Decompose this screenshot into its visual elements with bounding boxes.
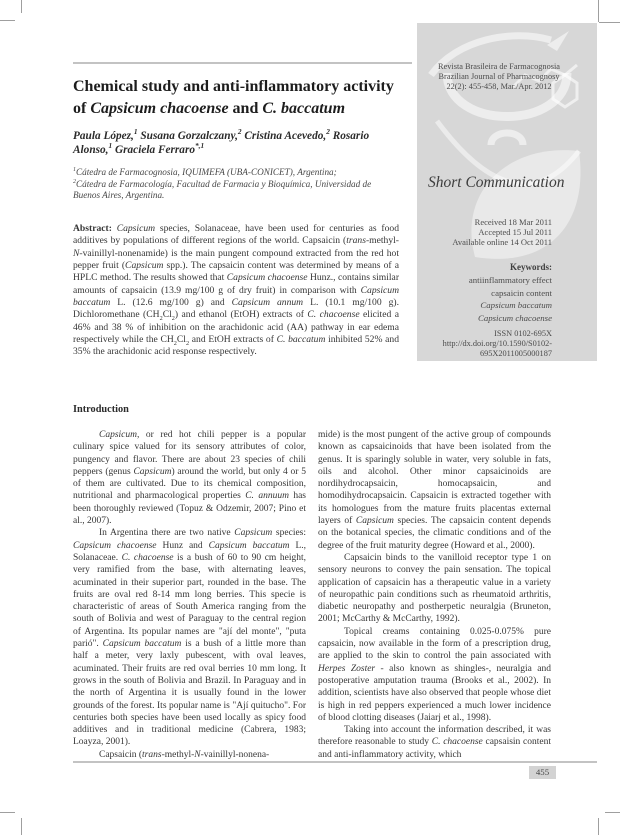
journal-name-en: Brazilian Journal of Pharmacognosy [438,72,560,82]
crop-mark-bottom-left-vertical [21,818,22,835]
crop-mark-bottom-right-horizontal [605,812,620,813]
crop-mark-top-left-horizontal [0,20,15,21]
keywords-block [469,261,552,324]
title-rule [73,62,412,64]
doi-line-2[interactable]: 695X2011005000187 [479,349,552,358]
article-history [452,218,552,248]
paragraph: In Argentina there are two native Capsicum species: Capsicum chacoense Hunz and Capsicum baccatum L., Solanaceae. C. chacoense is a bush of 60 to 90 cm height, very ramified from the base, with alternating leaves, acuminated in their superior part, rounded in the base. The fruits are oval red 8-14 mm long berries. This specie is characteristic of areas of South America ranging from the south of Bolivia and west of Paraguay to the central region of Argentina. Its popular names are "ají del monte", "puta parió". Capsicum baccatum is a bush of a little more than half a meter, very laxly pubescent, with oval leaves, acuminated. Their fruits are red oval berries 10 mm long. It grows in the south of Bolivia and Brazil. In Paraguay and in the north of Argentina it is usually found in the lower grounds of the forest. Its popular name is "Ají quitucho". For centuries both species have been used locally as spicy food additives and in traditional medicine (Cabrera, 1983; Loayza, 2001). [73,528,307,748]
footer-rule [73,761,597,763]
crop-mark-bottom-right-vertical [598,818,599,835]
section-heading-introduction: Introduction [73,404,129,415]
paragraph: Capsaicin (trans-methyl-N-vainillyl-nonena- [99,749,270,760]
received-date: Received 18 Mar 2011 [474,217,552,227]
article-title: Chemical study and anti-inflammatory activity of Capsicum chacoense and C. baccatum [73,78,394,117]
journal-masthead [425,62,573,93]
affiliation-2: $^2$Cátedra de Farmacología, Facultad de Farmacia y Bioquímica, Universidad de Buenos Aires, Argentina. [73,178,372,201]
doi-link[interactable] [443,339,552,359]
article-type-label: Short Communication [428,174,565,191]
doi-line-1[interactable]: http://dx.doi.org/10.1590/S0102- [442,339,552,348]
paragraph: Capsicum, or red hot chili pepper is a popular culinary spice valued for its sensory attributes of color, pungency and flavor. There are about 23 species of chili peppers (genus Capsicum) around the world, but only 4 or 5 of them are cultivated. Due to its chemical composition, nutritional and pharmacological properties C. annuum has been thoroughly reviewed (Topuz & Odzemir, 2007; Pino et al., 2007). [73,430,307,527]
keyword-item: antiinflammatory effect [468,275,552,286]
keywords-label: Keywords: [510,262,552,272]
crop-mark-top-right-horizontal [599,22,620,23]
keyword-item: Capsicum chacoense [477,312,552,323]
crop-mark-top-right-vertical [598,0,599,22]
affiliations [73,167,413,202]
keyword-item: Capsicum baccatum [480,300,552,311]
journal-issue-info: 22(2): 455-458, Mar./Apr. 2012 [446,82,552,92]
abstract-text: Abstract: Capsicum species, Solanaceae, have been used for centuries as food additives by populations of different regions of the world. Capsaicin (trans-methyl-N-vainillyl-nonenamide) is the main pungent compound extracted from the red hot pepper fruit (Capsicum spp.). The capsaicin content was determined by means of a HPLC method. The results showed that Capsicum chacoense Hunz., contains similar amounts of capsaicin (13.9 mg/100 g of dry fruit) in comparison with Capsicum baccatum L. (12.6 mg/100 g) and Capsicum annum L. (10.1 mg/100 g). Dichloromethane $(CH_2Cl_2)$ and ethanol (EtOH) extracts of C. chacoense elicited a 46% and 38 % of inhibition on the arachidonic acid (AA) pathway in ear edema respectively while the $CH_2Cl_2$ and EtOH extracts of C. baccatum inhibited 52% and 35% the arachidonic acid response respectively. [73,223,400,358]
paragraph: Taking into account the information described, it was therefore reasonable to study C. chacoense capsaisin content and anti-inflammatory activity, which [318,725,551,760]
paragraph: Capsaicin binds to the vanilloid receptor type 1 on sensory neurons to convey the pain sensation. The topical application of capsaicin has a therapeutic value in a variety of neuropathic pain conditions such as rheumatoid arthritis, diabetic neuropathy and postherpetic neuralgia (Bruneton, 2001; McCarthy & McCarthy, 1992). [318,552,551,625]
keyword-item: capsaicin content [491,287,552,298]
issn-label: ISSN 0102-695X [494,329,552,338]
paragraph: mide) is the most pungent of the active group of compounds known as capsaicinoids that have been isolated from the genus. It is sparingly soluble in water, very soluble in fats, oils and alcohol. Other minor capsaicinoids are nordihydrocapsaicin, homocapsaicin, and homodihydrocapsaicin. Capsaicin is extracted together with its homologues from the mature fruits placentas external layers of Capsicum species. The capsaicin content depends on the botanical species, the climatic conditions and of the degree of the fruit maturity degree (Howard et al., 2000). [318,430,551,551]
accepted-date: Accepted 15 Jul 2011 [478,226,552,237]
author-list: Paula López,$^1$ Susana Gorzalczany,$^2$ Cristina Acevedo,$^2$ Rosario Alonso,$^1$ Graciela Ferraro$^{*,1}$ [73,127,370,156]
available-online-date: Available online 14 Oct 2011 [452,236,552,247]
issn-doi-block [443,329,552,359]
body-column-right [318,429,551,761]
crop-mark-bottom-left-horizontal [0,812,15,813]
crop-mark-top-left-vertical [21,0,22,13]
sidebar-panel [417,23,597,361]
journal-name-pt: Revista Brasileira de Farmacognosia [438,62,560,71]
body-column-left [73,429,306,761]
page-number: 455 [529,766,556,779]
affiliation-1: $^1$Cátedra de Farmacognosia, IQUIMEFA (UBA-CONICET), Argentina; [73,166,337,177]
paragraph: Topical creams containing 0.025-0.075% pure capsaicin, now available in the form of a prescription drug, are applied to the skin to control the pain associated with Herpes Zoster - also known as shingles-, neuralgia and postoperative amputation trauma (Brooks et al., 2002). In addition, scientists have also observed that people whose diet is high in red peppers experienced a much lower incidence of blood clotting diseases (Jaiarj et al., 1998). [318,626,551,723]
